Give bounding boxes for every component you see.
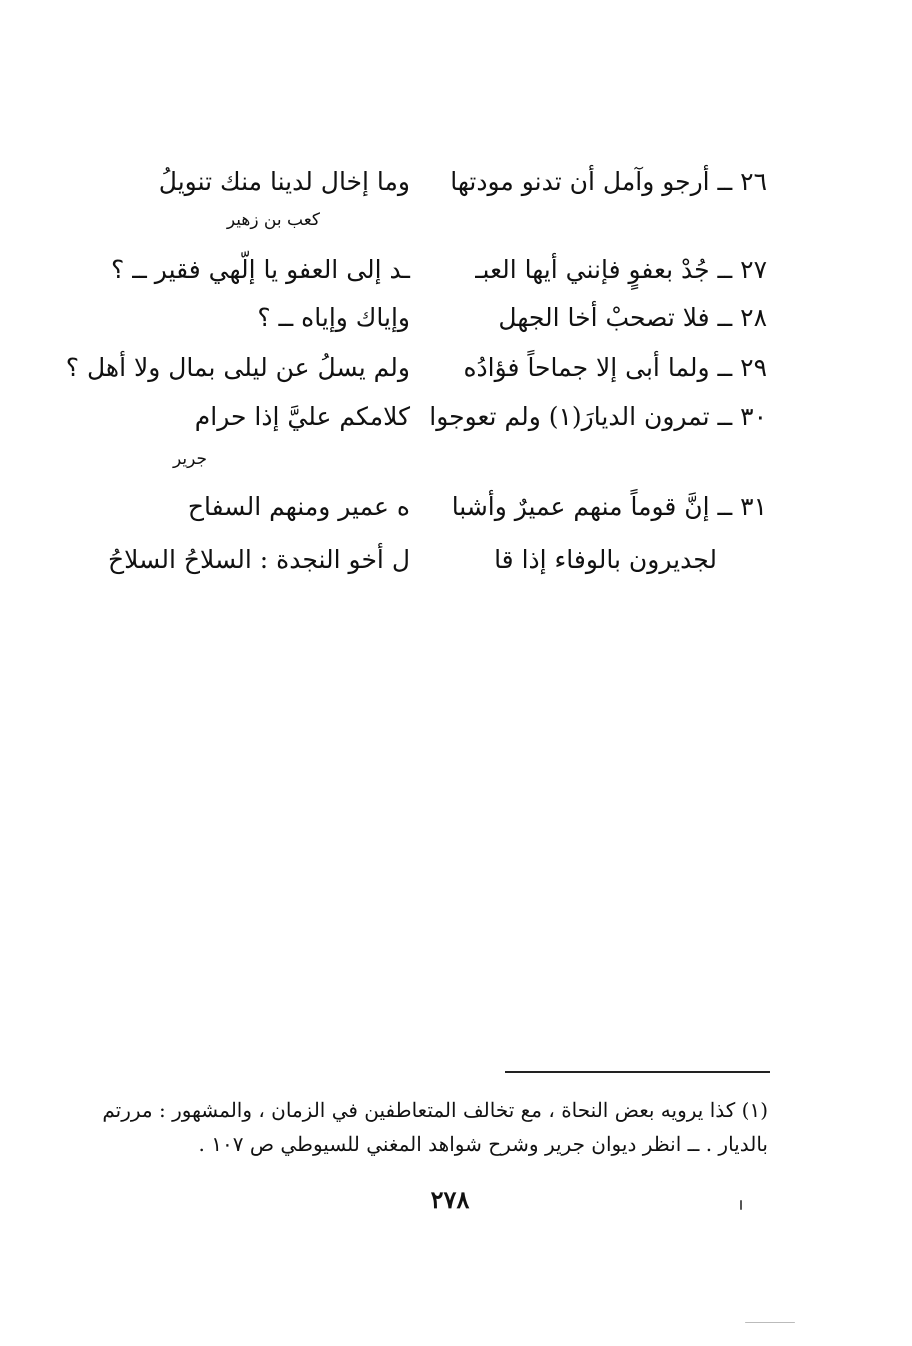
verse-29-second-hemistich: ولم يسلُ عن ليلى بمال ولا أهل ؟ [65, 353, 410, 382]
scan-speck [740, 1200, 742, 1210]
verse-31-second-hemistich: ه عمير ومنهم السفاح [187, 492, 410, 521]
footnote-line-1: (١) كذا يرويه بعض النحاة ، مع تخالف المتعاطفين في الزمان ، والمشهور : مررتم [102, 1098, 768, 1122]
verse-28-first-hemistich: ٢٨ ــ فلا تصحبْ أخا الجهل [498, 303, 767, 332]
poet-attribution-kab: كعب بن زهير [226, 210, 320, 230]
verse-32-first-hemistich: لجديرون بالوفاء إذا قا [494, 545, 717, 574]
verse-27-first-hemistich: ٢٧ ــ جُدْ بعفوٍ فإنني أيها العبـ [475, 255, 767, 284]
verse-31-first-hemistich: ٣١ ــ إنَّ قوماً منهم عميرٌ وأشبا [451, 492, 767, 521]
verse-26-first-hemistich: ٢٦ ــ أرجو وآمل أن تدنو مودتها [450, 167, 767, 196]
footnote-divider [505, 1071, 770, 1073]
verse-32-second-hemistich: ل أخو النجدة : السلاحُ السلاحُ [108, 545, 410, 574]
verse-27-second-hemistich: ـد إلى العفو يا إلّهي فقير ــ ؟ [110, 255, 410, 284]
verse-29-first-hemistich: ٢٩ ــ ولما أبى إلا جماحاً فؤادُه [463, 353, 767, 382]
verse-30-second-hemistich: كلامكم عليَّ إذا حرام [194, 402, 410, 431]
footnote-line-2: بالديار . ــ انظر ديوان جرير وشرح شواهد المغني للسيوطي ص ١٠٧ . [198, 1132, 768, 1156]
verse-30-first-hemistich: ٣٠ ــ تمرون الديارَ(١) ولم تعوجوا [429, 402, 767, 431]
verse-28-second-hemistich: وإياك وإياه ــ ؟ [257, 303, 410, 332]
page-number: ٢٧٨ [430, 1185, 470, 1214]
verse-26-second-hemistich: وما إخال لدينا منك تنويلُ [158, 167, 410, 196]
poet-attribution-jarir: جرير [173, 449, 207, 469]
scan-speck [745, 1322, 795, 1323]
